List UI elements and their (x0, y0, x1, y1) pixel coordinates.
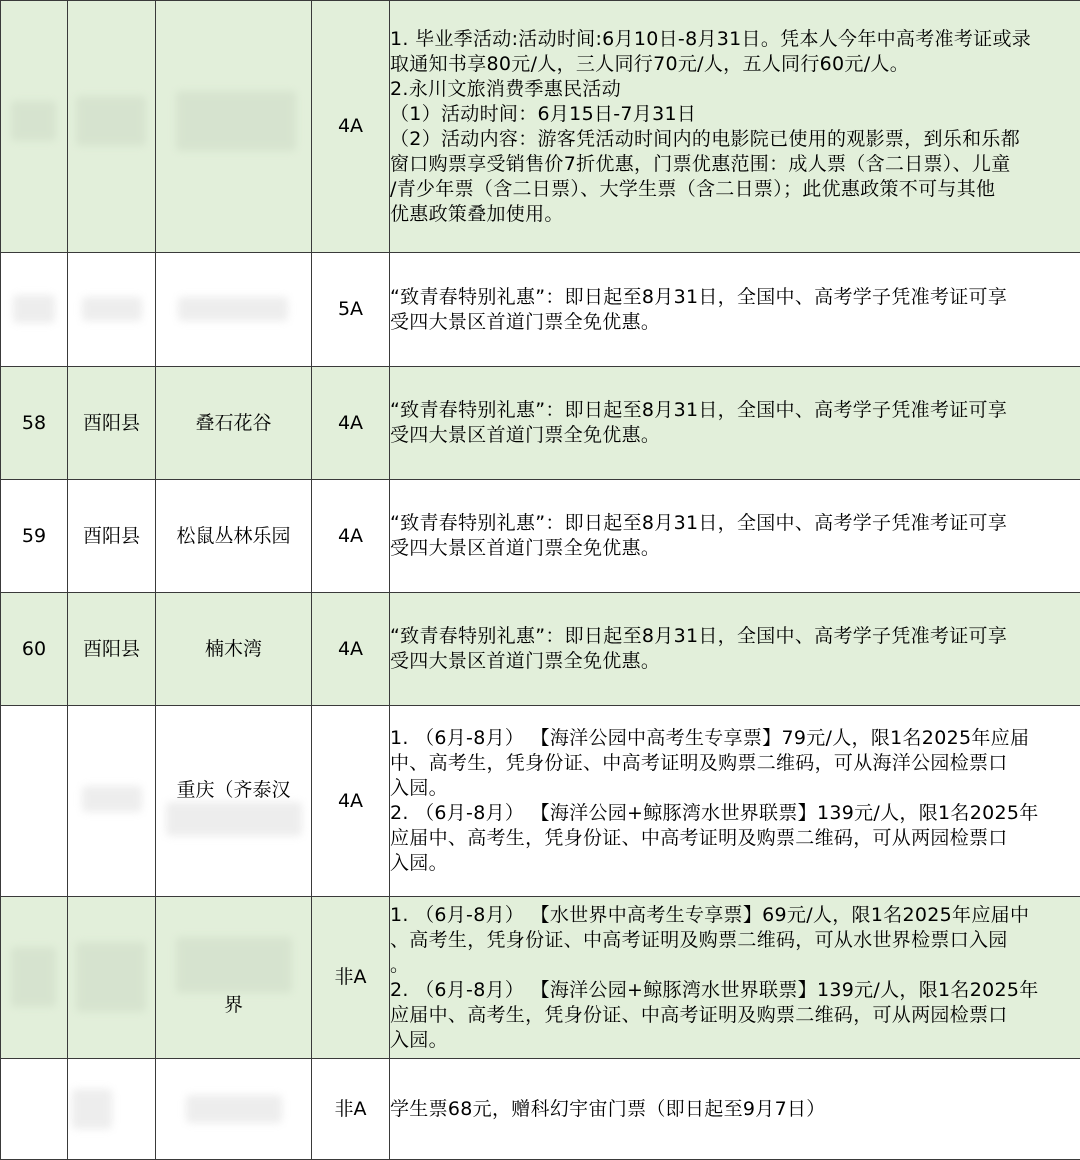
row-number (1, 1, 68, 253)
level-cell: 非A (312, 897, 390, 1059)
offer-cell (390, 897, 1080, 1059)
offer-cell (390, 1, 1080, 253)
site-cell (156, 706, 312, 897)
offer-line: 受四大景区首道门票全免优惠。 (390, 310, 1080, 335)
row-number (1, 1059, 68, 1160)
offer-line: 、高考生，凭身份证、中高考证明及购票二维码，可从水世界检票口入园 (390, 928, 1080, 953)
table-row (1, 480, 1080, 593)
offer-line: 入园。 (390, 851, 1080, 876)
offer-line: 受四大景区首道门票全免优惠。 (390, 536, 1080, 561)
level-cell: 4A (312, 706, 390, 897)
table-row (1, 593, 1080, 706)
offer-line: 2.永川文旅消费季惠民活动 (390, 77, 1080, 102)
row-number (1, 897, 68, 1059)
offer-cell (390, 253, 1080, 367)
offer-line: “致青春特别礼惠”：即日起至8月31日，全国中、高考学子凭准考证可享 (390, 511, 1080, 536)
offer-cell (390, 367, 1080, 480)
county-cell (68, 1059, 156, 1160)
county-cell: 酉阳县 (68, 593, 156, 706)
county-cell: 酉阳县 (68, 367, 156, 480)
offer-line: 2. （6月-8月） 【海洋公园+鲸豚湾水世界联票】139元/人，限1名2025年 (390, 978, 1080, 1003)
offer-line: （2）活动内容：游客凭活动时间内的电影院已使用的观影票，到乐和乐都 (390, 127, 1080, 152)
site-cell (156, 1, 312, 253)
offer-line: 优惠政策叠加使用。 (390, 202, 1080, 227)
county-cell (68, 253, 156, 367)
site-name-partial: 重庆（齐泰汉 (156, 778, 311, 803)
site-cell (156, 1059, 312, 1160)
level-cell: 非A (312, 1059, 390, 1160)
level-cell: 5A (312, 253, 390, 367)
offer-line: 受四大景区首道门票全免优惠。 (390, 649, 1080, 674)
row-number: 58 (1, 367, 68, 480)
offer-cell (390, 480, 1080, 593)
offer-line: /青少年票（含二日票）、大学生票（含二日票）；此优惠政策不可与其他 (390, 177, 1080, 202)
offer-cell (390, 1059, 1080, 1160)
offer-line: 中、高考生，凭身份证、中高考证明及购票二维码，可从海洋公园检票口 (390, 751, 1080, 776)
table-row (1, 367, 1080, 480)
offer-line: 。 (390, 953, 1080, 978)
table-row (1, 1059, 1080, 1160)
table-row (1, 253, 1080, 367)
offer-line: 入园。 (390, 1028, 1080, 1053)
offer-line: 1. （6月-8月） 【水世界中高考生专享票】69元/人，限1名2025年应届中 (390, 903, 1080, 928)
site-cell (156, 253, 312, 367)
offer-line: 1. （6月-8月） 【海洋公园中高考生专享票】79元/人，限1名2025年应届 (390, 726, 1080, 751)
table-row (1, 706, 1080, 897)
level-cell: 4A (312, 367, 390, 480)
table-row (1, 1, 1080, 253)
site-cell: 叠石花谷 (156, 367, 312, 480)
offer-line: 取通知书享80元/人，三人同行70元/人，五人同行60元/人。 (390, 52, 1080, 77)
level-cell: 4A (312, 593, 390, 706)
level-cell: 4A (312, 1, 390, 253)
county-cell (68, 897, 156, 1059)
row-number: 60 (1, 593, 68, 706)
site-name-partial: 界 (156, 993, 311, 1018)
offer-line: “致青春特别礼惠”：即日起至8月31日，全国中、高考学子凭准考证可享 (390, 624, 1080, 649)
site-cell: 松鼠丛林乐园 (156, 480, 312, 593)
offer-cell (390, 593, 1080, 706)
offer-line: （1）活动时间：6月15日-7月31日 (390, 102, 1080, 127)
offer-line: 窗口购票享受销售价7折优惠，门票优惠范围：成人票（含二日票）、儿童 (390, 152, 1080, 177)
county-cell (68, 706, 156, 897)
row-number (1, 253, 68, 367)
offer-line: “致青春特别礼惠”：即日起至8月31日，全国中、高考学子凭准考证可享 (390, 398, 1080, 423)
offer-line: 应届中、高考生，凭身份证、中高考证明及购票二维码，可从两园检票口 (390, 826, 1080, 851)
level-cell: 4A (312, 480, 390, 593)
offer-line: 入园。 (390, 776, 1080, 801)
site-cell: 楠木湾 (156, 593, 312, 706)
row-number: 59 (1, 480, 68, 593)
offer-line: 2. （6月-8月） 【海洋公园+鲸豚湾水世界联票】139元/人，限1名2025年 (390, 801, 1080, 826)
county-cell: 酉阳县 (68, 480, 156, 593)
site-cell (156, 897, 312, 1059)
offer-line: 学生票68元，赠科幻宇宙门票（即日起至9月7日） (390, 1097, 1080, 1122)
table-row (1, 897, 1080, 1059)
offer-line: 受四大景区首道门票全免优惠。 (390, 423, 1080, 448)
offer-line: 1. 毕业季活动:活动时间:6月10日-8月31日。凭本人今年中高考准考证或录 (390, 27, 1080, 52)
offer-cell (390, 706, 1080, 897)
offer-line: “致青春特别礼惠”：即日起至8月31日，全国中、高考学子凭准考证可享 (390, 285, 1080, 310)
row-number (1, 706, 68, 897)
offer-line: 应届中、高考生，凭身份证、中高考证明及购票二维码，可从两园检票口 (390, 1003, 1080, 1028)
county-cell (68, 1, 156, 253)
